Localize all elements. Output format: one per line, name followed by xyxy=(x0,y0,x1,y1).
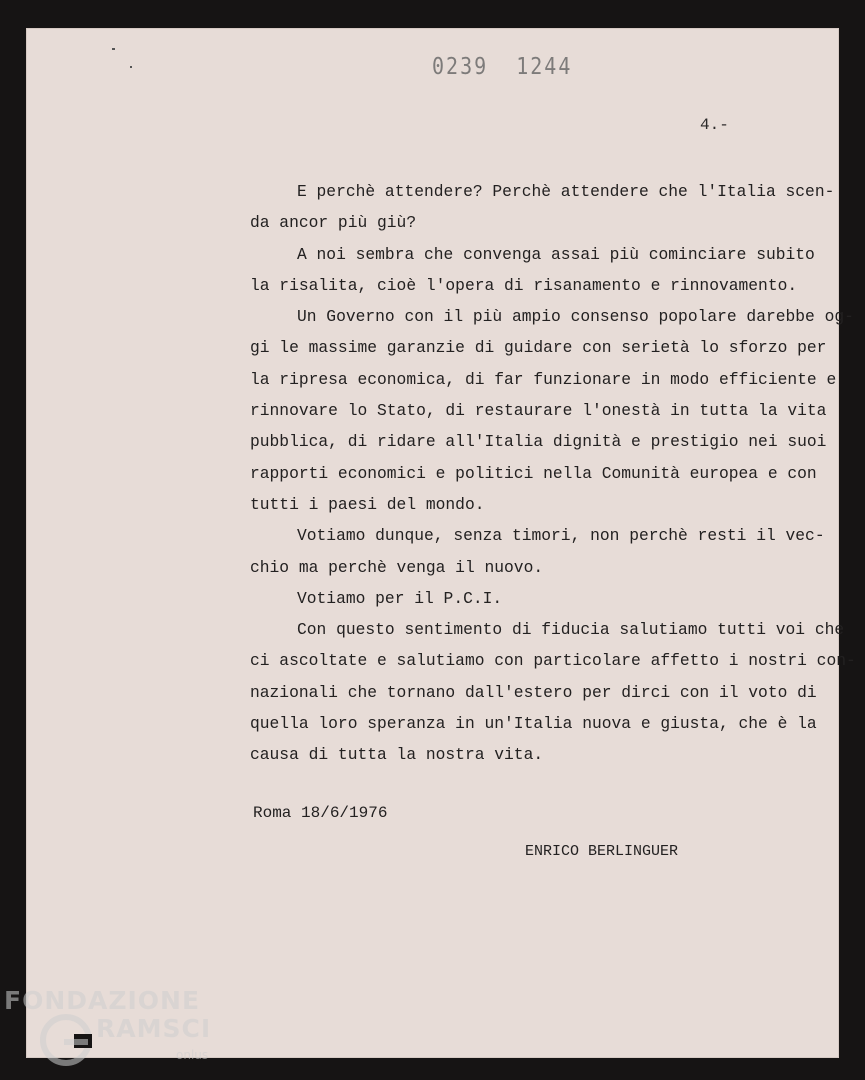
body-line: gi le massime garanzie di guidare con serietà lo sforzo per xyxy=(250,338,827,358)
body-line: chio ma perchè venga il nuovo. xyxy=(250,557,544,577)
body-line: ci ascoltate e salutiamo con particolare affetto i nostri con- xyxy=(250,651,856,671)
body-line: causa di tutta la nostra vita. xyxy=(250,745,544,765)
body-line: da ancor più giù? xyxy=(250,213,417,233)
body-line: Un Governo con il più ampio consenso popolare darebbe og- xyxy=(297,307,854,327)
margin-mark xyxy=(112,48,115,50)
gramsci-g-logo-bar xyxy=(64,1039,88,1045)
body-line: Votiamo dunque, senza timori, non perchè resti il vec- xyxy=(297,526,825,546)
body-line: la risalita, cioè l'opera di risanamento e rinnovamento. xyxy=(250,275,798,295)
watermark-line1: FONDAZIONE xyxy=(4,986,201,1015)
body-line: quella loro speranza in un'Italia nuova e giusta, che è la xyxy=(250,714,817,734)
body-line: la ripresa economica, di far funzionare in modo efficiente e xyxy=(250,369,837,389)
date-line: Roma 18/6/1976 xyxy=(253,804,388,822)
body-line: nazionali che tornano dall'estero per dirci con il voto di xyxy=(250,682,817,702)
fondazione-gramsci-watermark xyxy=(4,986,219,1076)
watermark-line2: RAMSCI xyxy=(96,1014,212,1043)
body-line: tutti i paesi del mondo. xyxy=(250,494,485,514)
letter-body xyxy=(250,176,856,771)
signature-name: ENRICO BERLINGUER xyxy=(525,843,679,860)
body-line: pubblica, di ridare all'Italia dignità e prestigio nei suoi xyxy=(250,432,827,452)
body-line: Votiamo per il P.C.I. xyxy=(297,588,503,608)
body-line: rapporti economici e politici nella Comunità europea e con xyxy=(250,463,817,483)
body-line: Con questo sentimento di fiducia salutiamo tutti voi che xyxy=(297,620,845,640)
page-number: 4.- xyxy=(700,116,729,134)
body-line: A noi sembra che convenga assai più cominciare subito xyxy=(297,244,815,264)
body-line: rinnovare lo Stato, di restaurare l'onestà in tutta la vita xyxy=(250,401,827,421)
archive-stamp-number: 0239 1244 xyxy=(432,52,573,80)
watermark-line3: onlus xyxy=(176,1048,209,1062)
margin-mark xyxy=(130,66,132,68)
body-line: E perchè attendere? Perchè attendere che l'Italia scen- xyxy=(297,182,835,201)
